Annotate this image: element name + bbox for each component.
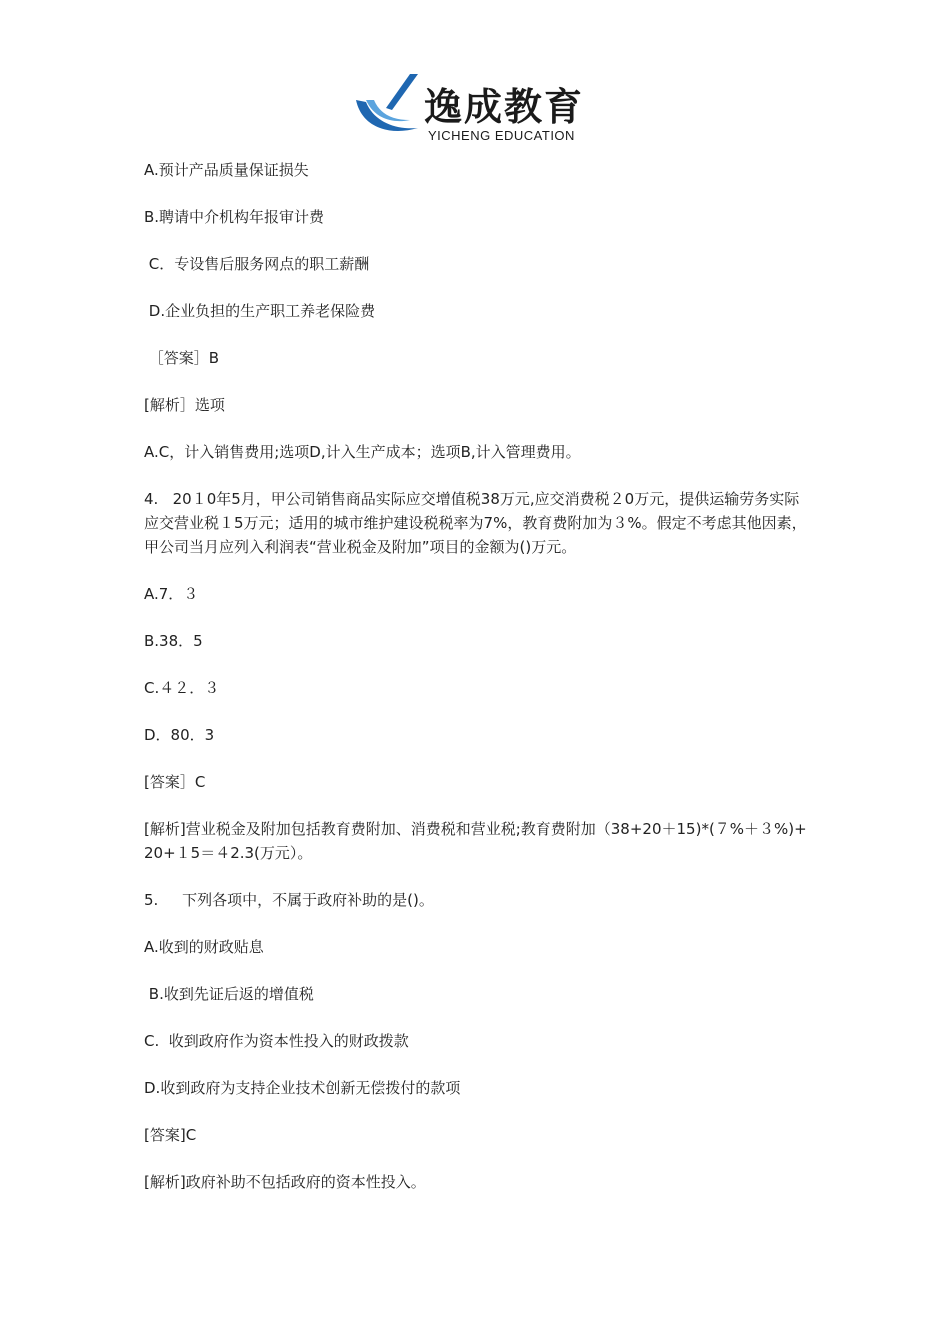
option-a: A.预计产品质量保证损失 bbox=[144, 161, 309, 179]
answer: ［答案］B bbox=[144, 349, 220, 367]
option-d: D.收到政府为支持企业技术创新无偿拨付的款项 bbox=[144, 1079, 461, 1097]
question-4: 4. 20１0年5月，甲公司销售商品实际应交增值税38万元,应交消费税２0万元，提供运输劳务实际应交营业税１5万元；适用的城市维护建设税税率为7%，教育费附加为３%。假定不考虑其他因素，甲公司当月应列入利润表“营业税金及附加”项目的金额为()万元。 bbox=[144, 490, 807, 556]
option-d: D．80．3 bbox=[144, 726, 215, 744]
option-c: C．专设售后服务网点的职工薪酬 bbox=[144, 255, 370, 273]
option-c: C. 收到政府作为资本性投入的财政拨款 bbox=[144, 1032, 409, 1050]
answer: [答案］C bbox=[144, 773, 206, 791]
explanation-text: A.C，计入销售费用;选项D,计入生产成本；选项B,计入管理费用。 bbox=[144, 443, 581, 461]
option-b: B.收到先证后返的增值税 bbox=[144, 985, 314, 1003]
option-a: A.收到的财政贴息 bbox=[144, 938, 264, 956]
option-b: B.38．5 bbox=[144, 632, 203, 650]
logo-name-en: YICHENG EDUCATION bbox=[428, 128, 575, 143]
explanation-label: [解析］选项 bbox=[144, 396, 225, 414]
option-d: D.企业负担的生产职工养老保险费 bbox=[144, 302, 376, 320]
logo bbox=[352, 70, 602, 148]
explanation-text: [解析]政府补助不包括政府的资本性投入。 bbox=[144, 1173, 426, 1191]
option-a: A.7．３ bbox=[144, 585, 199, 603]
logo-swoosh-icon bbox=[352, 70, 424, 148]
document-body bbox=[144, 158, 812, 1217]
option-b: B.聘请中介机构年报审计费 bbox=[144, 208, 325, 226]
explanation-text: [解析]营业税金及附加包括教育费附加、消费税和营业税;教育费附加（38+20＋15)*(７%＋３%)+20+１5＝４2.3(万元）。 bbox=[144, 820, 807, 862]
logo-name-cn: 逸成教育 bbox=[424, 84, 585, 129]
option-c: C.４２．３ bbox=[144, 679, 220, 697]
question-5: 5. 下列各项中，不属于政府补助的是()。 bbox=[144, 891, 434, 909]
answer: [答案]C bbox=[144, 1126, 197, 1144]
